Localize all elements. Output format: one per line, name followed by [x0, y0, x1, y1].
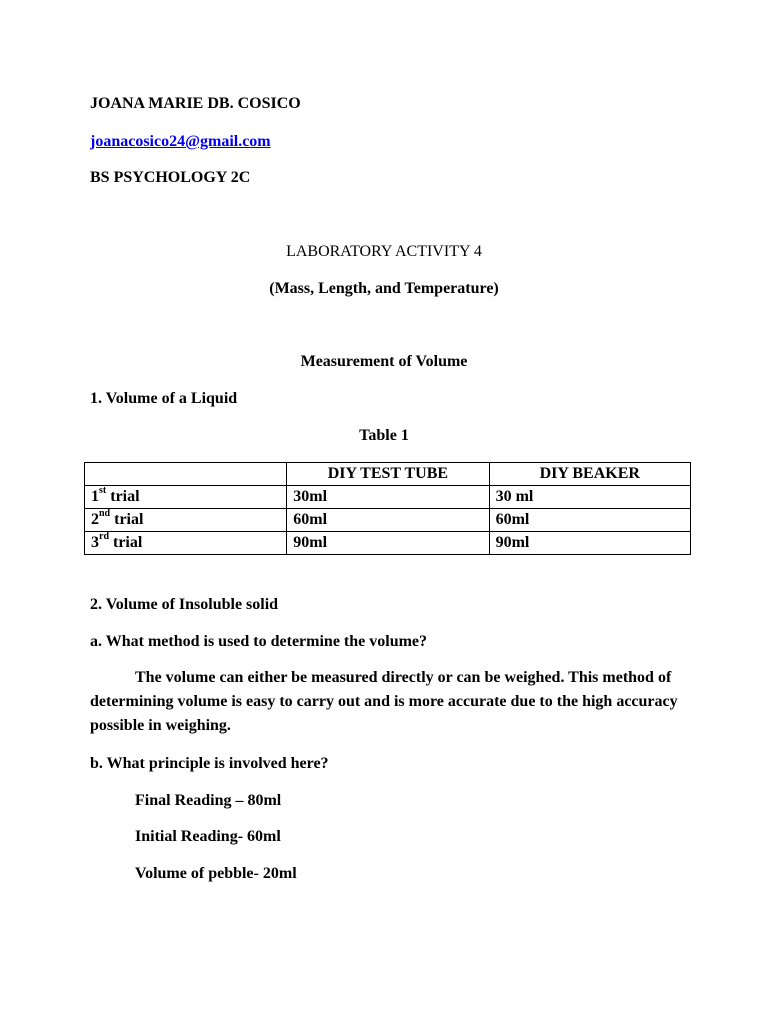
- question-b: b. What principle is involved here?: [90, 755, 329, 772]
- initial-reading: Initial Reading- 60ml: [135, 828, 281, 845]
- part-2-heading: 2. Volume of Insoluble solid: [90, 596, 279, 613]
- trial-label: 3rd trial: [85, 532, 287, 555]
- course: BS PSYCHOLOGY 2C: [90, 169, 251, 186]
- table-header-cell: DIY BEAKER: [489, 463, 690, 486]
- answer-a: The volume can either be measured directly or can be weighed. This method of determining volume is easy to carry out and is more accurate due to the high accuracy possible in weighing.: [90, 669, 678, 734]
- test-tube-value: 60ml: [287, 509, 489, 532]
- trial-label: 2nd trial: [85, 509, 287, 532]
- table-row: [85, 486, 691, 509]
- table-row: [85, 509, 691, 532]
- activity-title: LABORATORY ACTIVITY 4: [286, 243, 482, 260]
- pebble-volume: Volume of pebble- 20ml: [135, 865, 297, 882]
- beaker-value: 60ml: [489, 509, 690, 532]
- test-tube-value: 30ml: [287, 486, 489, 509]
- table-header-cell: [85, 463, 287, 486]
- question-a: a. What method is used to determine the volume?: [90, 633, 428, 650]
- test-tube-value: 90ml: [287, 532, 489, 555]
- final-reading: Final Reading – 80ml: [135, 792, 282, 809]
- student-name: JOANA MARIE DB. COSICO: [90, 95, 301, 112]
- trial-label: 1st trial: [85, 486, 287, 509]
- question-1: 1. Volume of a Liquid: [90, 390, 238, 407]
- beaker-value: 90ml: [489, 532, 690, 555]
- section-heading: Measurement of Volume: [300, 353, 468, 370]
- activity-subtitle: (Mass, Length, and Temperature): [269, 280, 499, 297]
- table-row: [85, 532, 691, 555]
- email-link[interactable]: joanacosico24@gmail.com: [90, 133, 271, 150]
- table-header-cell: DIY TEST TUBE: [287, 463, 489, 486]
- table-caption: Table 1: [359, 427, 409, 444]
- table-header-row: [85, 463, 691, 486]
- email-line: [90, 132, 271, 152]
- beaker-value: 30 ml: [489, 486, 690, 509]
- volume-table: [84, 462, 691, 555]
